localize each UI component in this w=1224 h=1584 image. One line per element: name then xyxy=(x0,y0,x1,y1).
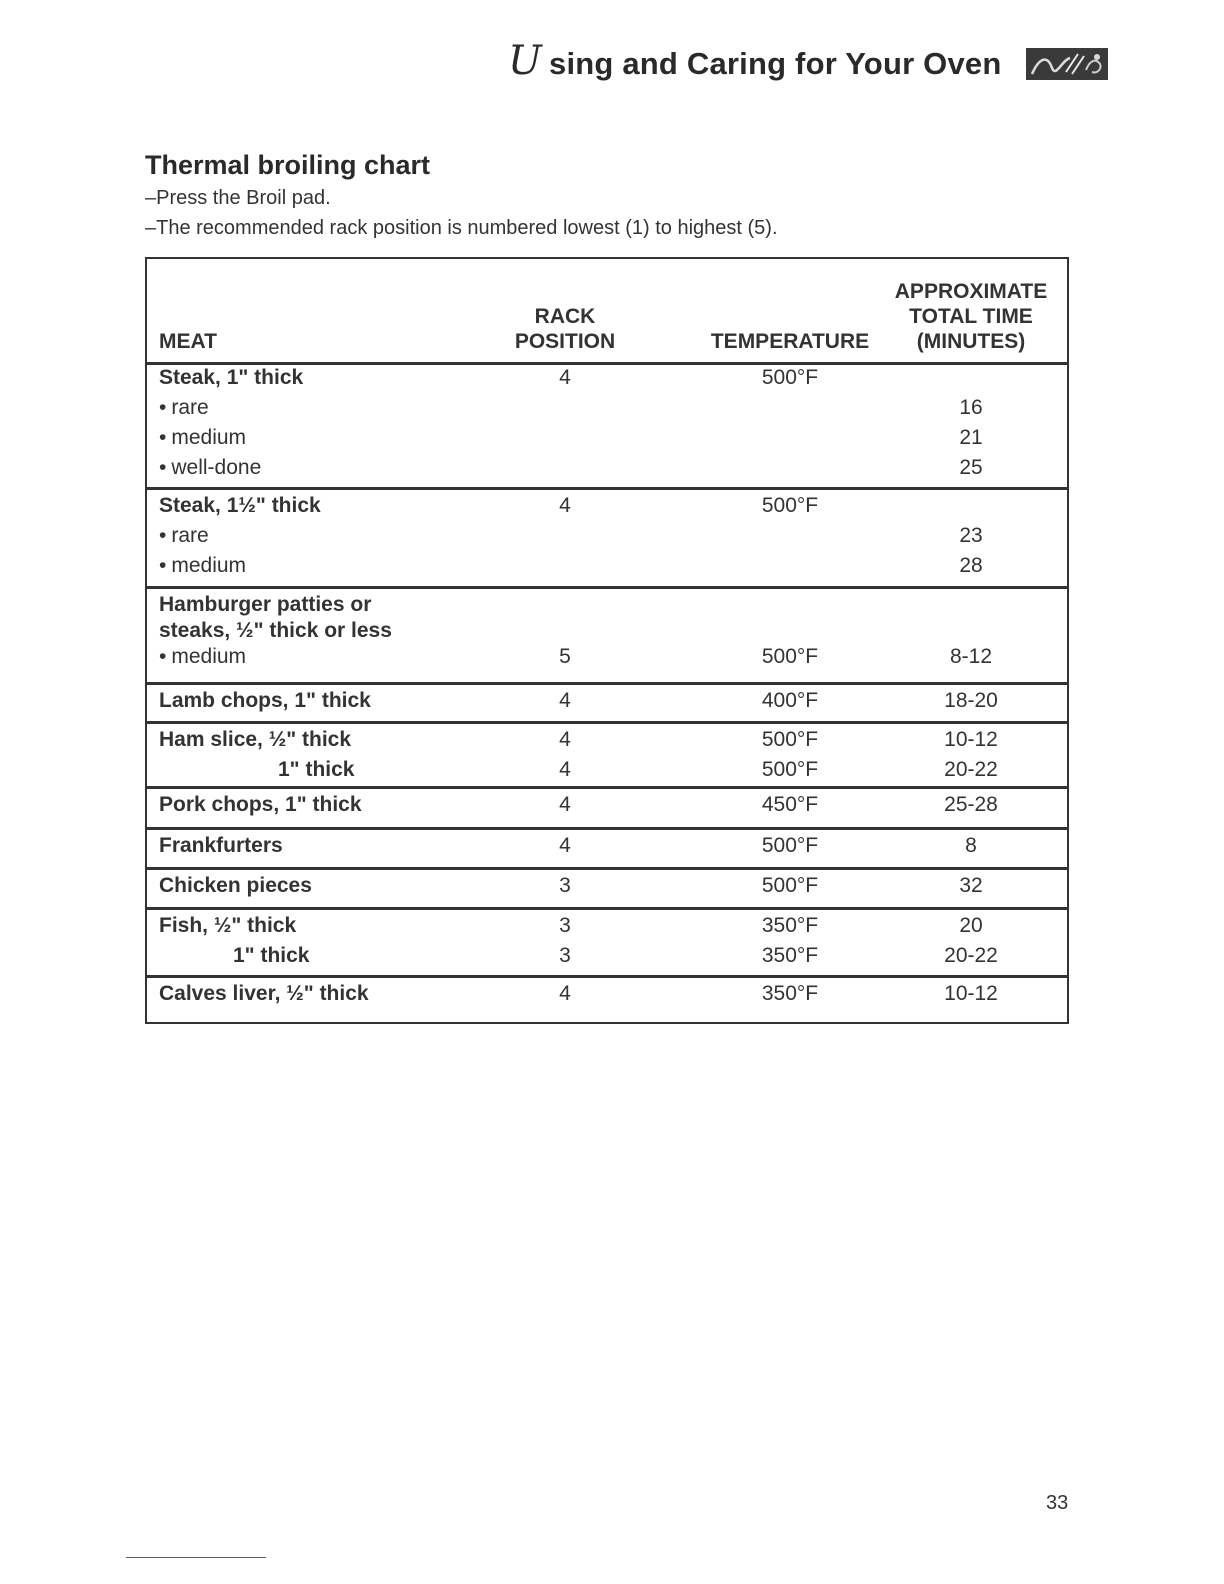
cell-temperature: 500°F xyxy=(761,874,819,897)
table-row xyxy=(147,392,1067,422)
cell-time: 20-22 xyxy=(944,944,998,967)
table-header xyxy=(147,259,1067,365)
cell-meat: 1" thick xyxy=(233,944,310,967)
table-group-pork-chops xyxy=(147,789,1067,830)
table-group-calves-liver xyxy=(147,978,1067,1022)
header-title: sing and Caring for Your Oven xyxy=(549,46,1002,81)
table-group-fish xyxy=(147,910,1067,978)
cell-rack: 4 xyxy=(559,982,571,1005)
instruction-line: –Press the Broil pad. xyxy=(145,187,331,209)
cell-rack: 4 xyxy=(559,728,571,751)
header-time-line: (MINUTES) xyxy=(916,330,1026,353)
cell-meat: Chicken pieces xyxy=(159,874,312,897)
table-group-steak-1-inch xyxy=(147,362,1067,490)
cell-rack: 4 xyxy=(559,689,571,712)
cell-meat: Steak, 1½" thick xyxy=(159,494,321,517)
table-group-steak-1-5-inch xyxy=(147,490,1067,589)
header-rack-position xyxy=(485,304,645,354)
cell-time: 10-12 xyxy=(944,982,998,1005)
cell-meat: • well-done xyxy=(159,456,261,480)
cell-rack: 4 xyxy=(559,834,571,857)
table-row xyxy=(147,685,1067,715)
cell-rack: 4 xyxy=(559,758,571,781)
instruction-line: –The recommended rack position is numbered lowest (1) to highest (5). xyxy=(145,217,778,239)
cell-time: 28 xyxy=(959,554,983,577)
cell-time: 8-12 xyxy=(949,645,993,668)
table-row xyxy=(147,550,1067,580)
cell-temperature: 500°F xyxy=(761,494,819,517)
header-rack-line: RACK xyxy=(534,305,596,328)
table-group-chicken-pieces xyxy=(147,870,1067,910)
cell-meat: • rare xyxy=(159,524,209,548)
cell-time: 16 xyxy=(959,396,983,419)
section-title: Thermal broiling chart xyxy=(145,150,431,180)
cell-meat: Calves liver, ½" thick xyxy=(159,982,369,1005)
cell-meat: Ham slice, ½" thick xyxy=(159,728,352,751)
table-row xyxy=(147,940,1067,970)
table-row xyxy=(147,452,1067,482)
page-number: 33 xyxy=(1046,1492,1069,1514)
table-row xyxy=(147,589,1067,615)
cell-time: 25-28 xyxy=(944,793,998,816)
table-row xyxy=(147,724,1067,754)
cell-rack: 4 xyxy=(559,494,571,517)
broiling-chart-table xyxy=(145,257,1069,1024)
cell-rack: 5 xyxy=(559,645,571,668)
header-total-time xyxy=(883,279,1059,354)
table-row xyxy=(147,641,1067,671)
cell-temperature: 500°F xyxy=(761,366,819,389)
table-row xyxy=(147,362,1067,392)
cell-temperature: 400°F xyxy=(761,689,819,712)
cell-meat: • medium xyxy=(159,554,246,578)
cell-meat: Fish, ½" thick xyxy=(159,914,297,937)
cell-meat: • rare xyxy=(159,396,209,420)
table-row xyxy=(147,520,1067,550)
table-group-ham-slice xyxy=(147,724,1067,789)
cell-temperature: 450°F xyxy=(761,793,819,816)
table-row xyxy=(147,422,1067,452)
page-header xyxy=(480,38,1120,88)
cell-meat: • medium xyxy=(159,426,246,450)
cell-meat: 1" thick xyxy=(278,758,355,781)
table-row xyxy=(147,830,1067,860)
cell-time: 23 xyxy=(959,524,983,547)
cell-rack: 4 xyxy=(559,366,571,389)
header-title-initial: U xyxy=(508,38,542,84)
cell-meat: steaks, ½" thick or less xyxy=(159,619,392,642)
cell-time: 10-12 xyxy=(944,728,998,751)
cell-time: 20-22 xyxy=(944,758,998,781)
cell-meat: • medium xyxy=(159,645,246,669)
cell-temperature: 500°F xyxy=(761,645,819,668)
cell-temperature: 500°F xyxy=(761,728,819,751)
cell-meat: Pork chops, 1" thick xyxy=(159,793,362,816)
cell-time: 8 xyxy=(965,834,977,857)
cell-time: 21 xyxy=(959,426,983,449)
header-temperature: TEMPERATURE xyxy=(710,330,870,353)
cell-meat: Hamburger patties or xyxy=(159,593,372,616)
table-row xyxy=(147,789,1067,819)
table-row xyxy=(147,754,1067,784)
table-row xyxy=(147,978,1067,1008)
table-group-hamburger xyxy=(147,589,1067,685)
table-row xyxy=(147,490,1067,520)
table-row xyxy=(147,615,1067,641)
kitchen-whisk-logo-icon xyxy=(1026,48,1108,80)
header-time-line: APPROXIMATE xyxy=(894,280,1048,303)
cell-temperature: 350°F xyxy=(761,982,819,1005)
header-meat: MEAT xyxy=(159,330,217,353)
cell-time: 20 xyxy=(959,914,983,937)
cell-temperature: 500°F xyxy=(761,758,819,781)
cell-time: 18-20 xyxy=(944,689,998,712)
cell-temperature: 350°F xyxy=(761,914,819,937)
cell-time: 32 xyxy=(959,874,983,897)
table-group-lamb-chops xyxy=(147,685,1067,724)
footer-divider xyxy=(126,1557,266,1558)
cell-rack: 3 xyxy=(559,874,571,897)
header-rack-line: POSITION xyxy=(514,330,616,353)
cell-meat: Lamb chops, 1" thick xyxy=(159,689,371,712)
cell-rack: 3 xyxy=(559,914,571,937)
header-time-line: TOTAL TIME xyxy=(909,305,1033,328)
table-row xyxy=(147,870,1067,900)
cell-meat: Frankfurters xyxy=(159,834,283,857)
cell-rack: 4 xyxy=(559,793,571,816)
cell-temperature: 350°F xyxy=(761,944,819,967)
cell-meat: Steak, 1" thick xyxy=(159,366,304,389)
cell-time: 25 xyxy=(959,456,983,479)
cell-rack: 3 xyxy=(559,944,571,967)
table-group-frankfurters xyxy=(147,830,1067,870)
cell-temperature: 500°F xyxy=(761,834,819,857)
table-row xyxy=(147,910,1067,940)
